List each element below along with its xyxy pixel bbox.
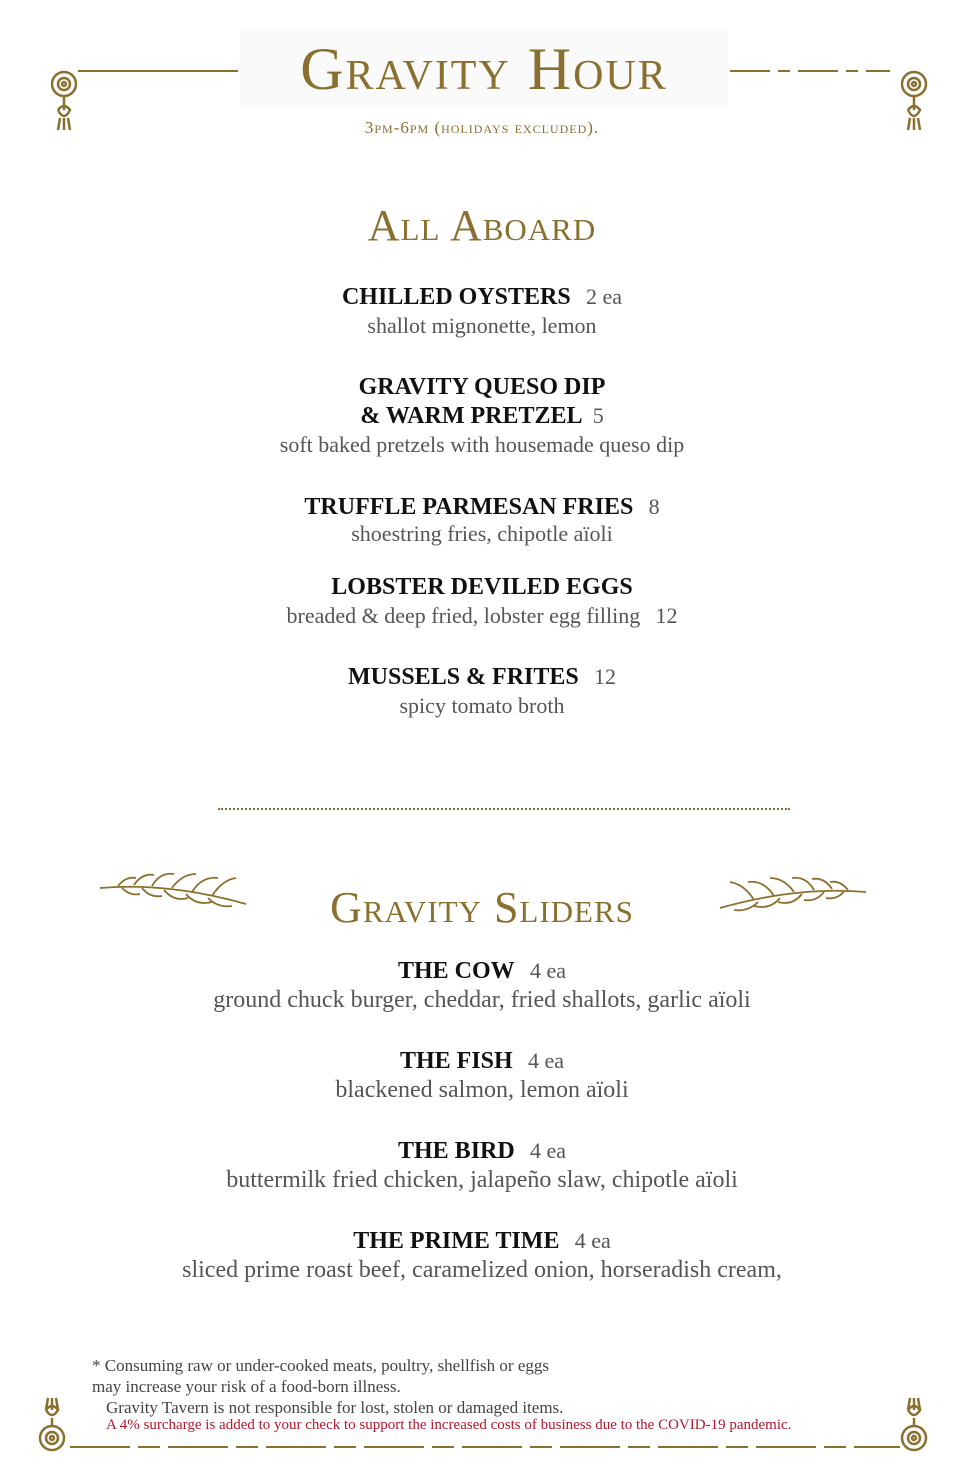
item-description: breaded & deep fried, lobster egg filling — [286, 603, 641, 628]
footer-disclaimer-3: Gravity Tavern is not responsible for lost, stolen or damaged items. — [106, 1398, 564, 1417]
section-title-all-aboard: All Aboard — [367, 201, 597, 250]
section-divider — [218, 808, 790, 810]
item-name: THE FISH — [400, 1048, 513, 1074]
item-price: 12 — [594, 664, 616, 689]
menu-item — [0, 494, 964, 547]
footer-surcharge-notice: A 4% surcharge is added to your check to support the increased costs of business due to the COVID-19 pandemic. — [106, 1417, 792, 1433]
header-rule-right — [730, 70, 890, 72]
item-description: shoestring fries, chipotle aïoli — [351, 521, 613, 546]
item-description: ground chuck burger, cheddar, fried shallots, garlic aïoli — [213, 987, 751, 1013]
item-name: TRUFFLE PARMESAN FRIES — [304, 494, 634, 520]
item-name: THE COW — [398, 958, 515, 984]
item-price: 4 ea — [574, 1228, 611, 1253]
menu-item — [0, 1228, 964, 1284]
item-price: 8 — [648, 494, 660, 519]
footer-rule — [70, 1446, 900, 1448]
item-description: shallot mignonette, lemon — [367, 313, 597, 338]
item-description: sliced prime roast beef, caramelized onion, horseradish cream, — [182, 1257, 782, 1283]
hours-subtitle: 3pm-6pm (holidays excluded). — [364, 118, 600, 137]
title-banner — [240, 30, 728, 108]
item-description: spicy tomato broth — [399, 693, 565, 718]
menu-item — [0, 374, 964, 458]
item-name: LOBSTER DEVILED EGGS — [331, 574, 633, 600]
scroll-ornament-icon — [896, 1394, 932, 1454]
menu-item — [0, 664, 964, 719]
item-price: 12 — [655, 603, 678, 628]
menu-item — [0, 284, 964, 339]
item-name: CHILLED OYSTERS — [341, 284, 571, 310]
item-description: blackened salmon, lemon aïoli — [335, 1077, 629, 1103]
item-price: 4 ea — [529, 1138, 566, 1163]
item-description: buttermilk fried chicken, jalapeño slaw, chipotle aïoli — [226, 1167, 738, 1193]
item-price: 5 — [592, 403, 604, 428]
item-name: GRAVITY QUESO DIP — [358, 374, 606, 400]
footer-disclaimer-1: * Consuming raw or under-cooked meats, poultry, shellfish or eggs — [92, 1356, 549, 1375]
section-title-sliders: Gravity Sliders — [330, 883, 634, 932]
menu-item — [0, 958, 964, 1014]
page-title: Gravity Hour — [300, 35, 668, 102]
item-name: MUSSELS & FRITES — [348, 664, 579, 690]
item-name: THE BIRD — [398, 1138, 515, 1164]
item-name: & WARM PRETZEL — [360, 403, 583, 429]
item-name: THE PRIME TIME — [353, 1228, 560, 1254]
menu-item — [0, 1138, 964, 1194]
item-price: 4 ea — [527, 1048, 564, 1073]
item-price: 2 ea — [585, 284, 623, 309]
item-description: soft baked pretzels with housemade queso dip — [279, 432, 685, 457]
item-price: 4 ea — [529, 958, 566, 983]
footer-disclaimer-2: may increase your risk of a food-born illness. — [92, 1377, 401, 1396]
scroll-ornament-icon — [36, 1394, 72, 1454]
header-rule-left — [78, 70, 238, 72]
menu-item — [0, 574, 964, 629]
menu-item — [0, 1048, 964, 1104]
